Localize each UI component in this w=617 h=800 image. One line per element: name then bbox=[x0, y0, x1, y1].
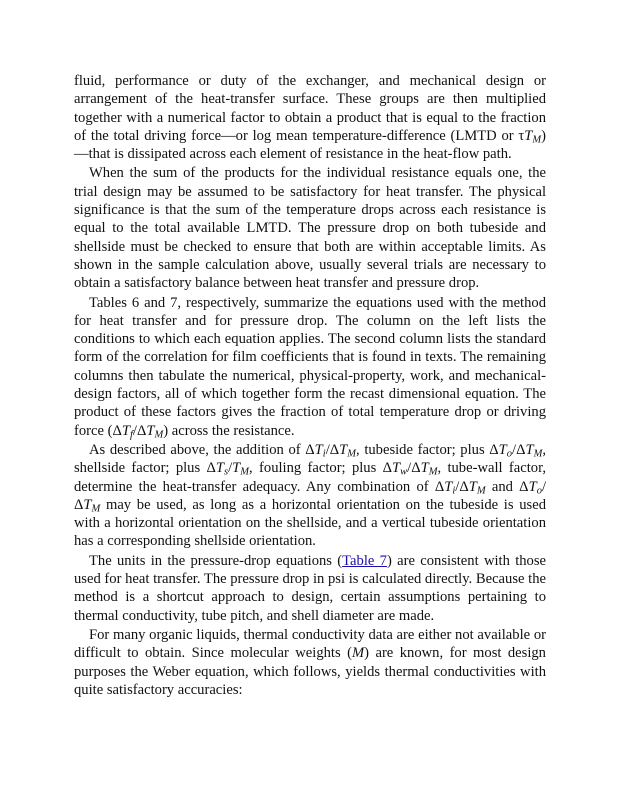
paragraph-factor-combination: As described above, the addition of $\Delta T_i/\Delta T_M$, tubeside factor; plus $\Delta T_o/\Delta T_M$, shellside factor; plus $\Delta T_s/T_M$, fouling factor; plus $\Delta T_w/\Delta T_M$, tube-wall factor, determine the heat-transfer adequacy. Any combination of $\Delta T_i/\Delta T_M$ and $\Delta T_o/\Delta T_M$ may be used, as long as a horizontal orientation on the tubeside is used with a horizontal orientation on the shellside, and a vertical tubeside orientation has a corresponding shellside orientation. bbox=[74, 441, 547, 550]
paragraph-thermal-conductivity: For many organic liquids, thermal conductivity data are either not available or difficult to obtain. Since molecular weights (M) are known, for most design purposes the Weber equation, which follows, yields thermal conductivities with quite satisfactory accuracies: bbox=[74, 626, 546, 698]
paragraph-trial-design: When the sum of the products for the individual resistance equals one, the trial design may be assumed to be satisfactory for heat transfer. The physical significance is that the sum of the temperature drops across each resistance is equal to the total available LMTD. The pressure drop on both tubeside and shellside must be checked to ensure that both are within acceptable limits. As shown in the sample calculation above, usually several trials are necessary to obtain a satisfactory balance between heat transfer and pressure drop. bbox=[74, 165, 546, 292]
table-7-link[interactable]: Table 7 bbox=[342, 552, 387, 569]
document-page bbox=[74, 72, 546, 699]
paragraph-tables-summary: Tables 6 and 7, respectively, summarize the equations used with the method for heat transfer and for pressure drop. The column on the left lists the conditions to which each equation applies. The second column lists the standard form of the correlation for film coefficients that is found in texts. The remaining columns then tabulate the numerical, physical-property, work, and mechanical-design factors, all of which together form the recast dimensional equation. The product of these factors gives the fraction of total temperature drop or driving force $(\Delta T_f/\Delta T_M)$ across the resistance. bbox=[74, 294, 546, 441]
paragraph-continued: fluid, performance or duty of the exchanger, and mechanical design or arrangement of the heat-transfer surface. These groups are then multiplied together with a numerical factor to obtain a product that is equal to the fraction of the total driving force—or log mean temperature-difference (LMTD or $\tau T_M)—that$ is dissipated across each element of resistance in the heat-flow path. bbox=[74, 73, 546, 163]
paragraph-pressure-drop-units: The units in the pressure-drop equations (Table 7) are consistent with those used for heat transfer. The pressure drop in psi is calculated directly. Because the method is a shortcut approach to design, certain assumptions pertaining to thermal conductivity, tube pitch, and shell diameter are made. bbox=[74, 552, 547, 624]
